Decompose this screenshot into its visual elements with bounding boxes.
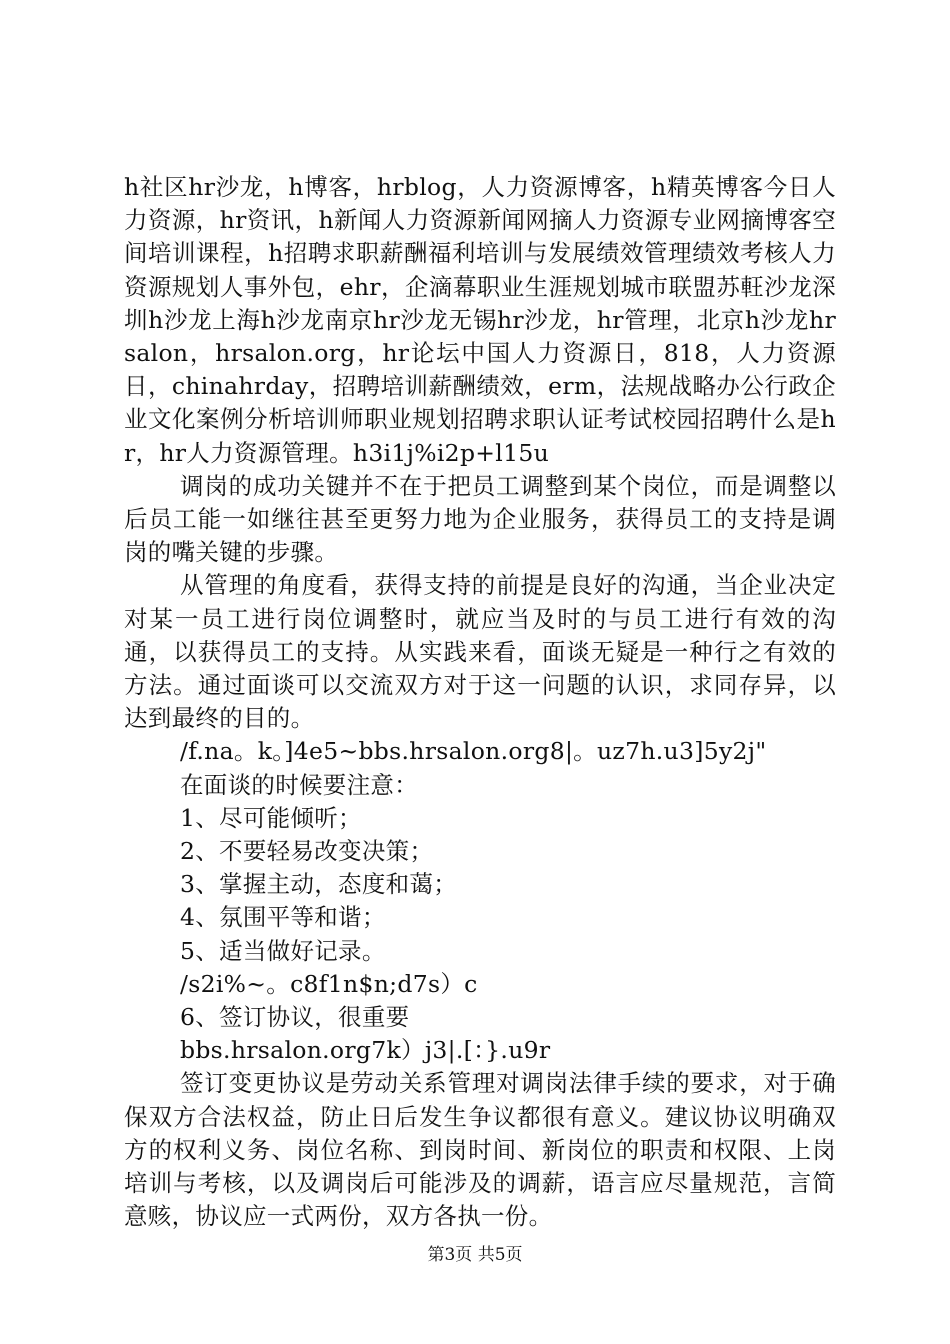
watermark-line-3: bbs.hrsalon.org7k）j3|.[：}.u9r [180,1036,551,1065]
list-item-1: 1、尽可能倾听； [180,803,362,832]
list-heading: 在面谈的时候要注意： [180,770,418,799]
list-item-5: 5、适当做好记录。 [180,936,386,965]
document-body [124,171,836,1234]
watermark-line-2: /s2i%~。c8f1n$n;d7s）c [180,969,478,998]
watermark-line-1: /f.na。k。]4e5~bbs.hrsalon.org8|。uz7h.u3]5y2j" [180,737,767,766]
paragraph-agreement: 签订变更协议是劳动关系管理对调岗法律手续的要求，对于确保双方合法权益，防止日后发生争议都很有意义。建议协议明确双方的权利义务、岗位名称、到岗时间、新岗位的职责和权限、上岗培训与考核，以及调岗后可能涉及的调薪，语言应尽量规范，言简意赅，协议应一式两份，双方各执一份。 [124,1069,836,1231]
list-item-4: 4、氛围平等和谐； [180,903,386,932]
list-item-3: 3、掌握主动，态度和蔼； [180,870,458,899]
paragraph-transfer-key: 调岗的成功关键并不在于把员工调整到某个岗位，而是调整以后员工能一如继往甚至更努力地为企业服务，获得员工的支持是调岗的嘴关键的步骤。 [124,471,836,567]
list-item-2: 2、不要轻易改变决策； [180,837,434,866]
section-heading-sign-agreement: 6、签订协议，很重要 [180,1003,410,1032]
paragraph-communication: 从管理的角度看，获得支持的前提是良好的沟通，当企业决定对某一员工进行岗位调整时，就应当及时的与员工进行有效的沟通，以获得员工的支持。从实践来看，面谈无疑是一种行之有效的方法。通过面谈可以交流双方对于这一问题的认识，求同存异，以达到最终的目的。 [124,571,836,733]
paragraph-keywords: h社区hr沙龙，h博客，hrblog，人力资源博客，h精英博客今日人力资源，hr资讯，h新闻人力资源新闻网摘人力资源专业网摘博客空间培训课程，h招聘求职薪酬福利培训与发展绩效管理绩效考核人力资源规划人事外包，ehr，企滴幕职业生涯规划城市联盟苏軖沙龙深圳h沙龙上海h沙龙南京hr沙龙无锡hr沙龙，hr管理，北京h沙龙hrsalon，hrsalon.org，hr论坛中国人力资源日，818，人力资源日，chinahrday，招聘培训薪酬绩效，erm，法规战略办公行政企业文化案例分析培训师职业规划招聘求职认证考试校园招聘什么是hr，hr人力资源管理。h3i1j%i2p+l15u [124,173,836,467]
page-number-footer: 第3页 共5页 [427,1245,523,1265]
